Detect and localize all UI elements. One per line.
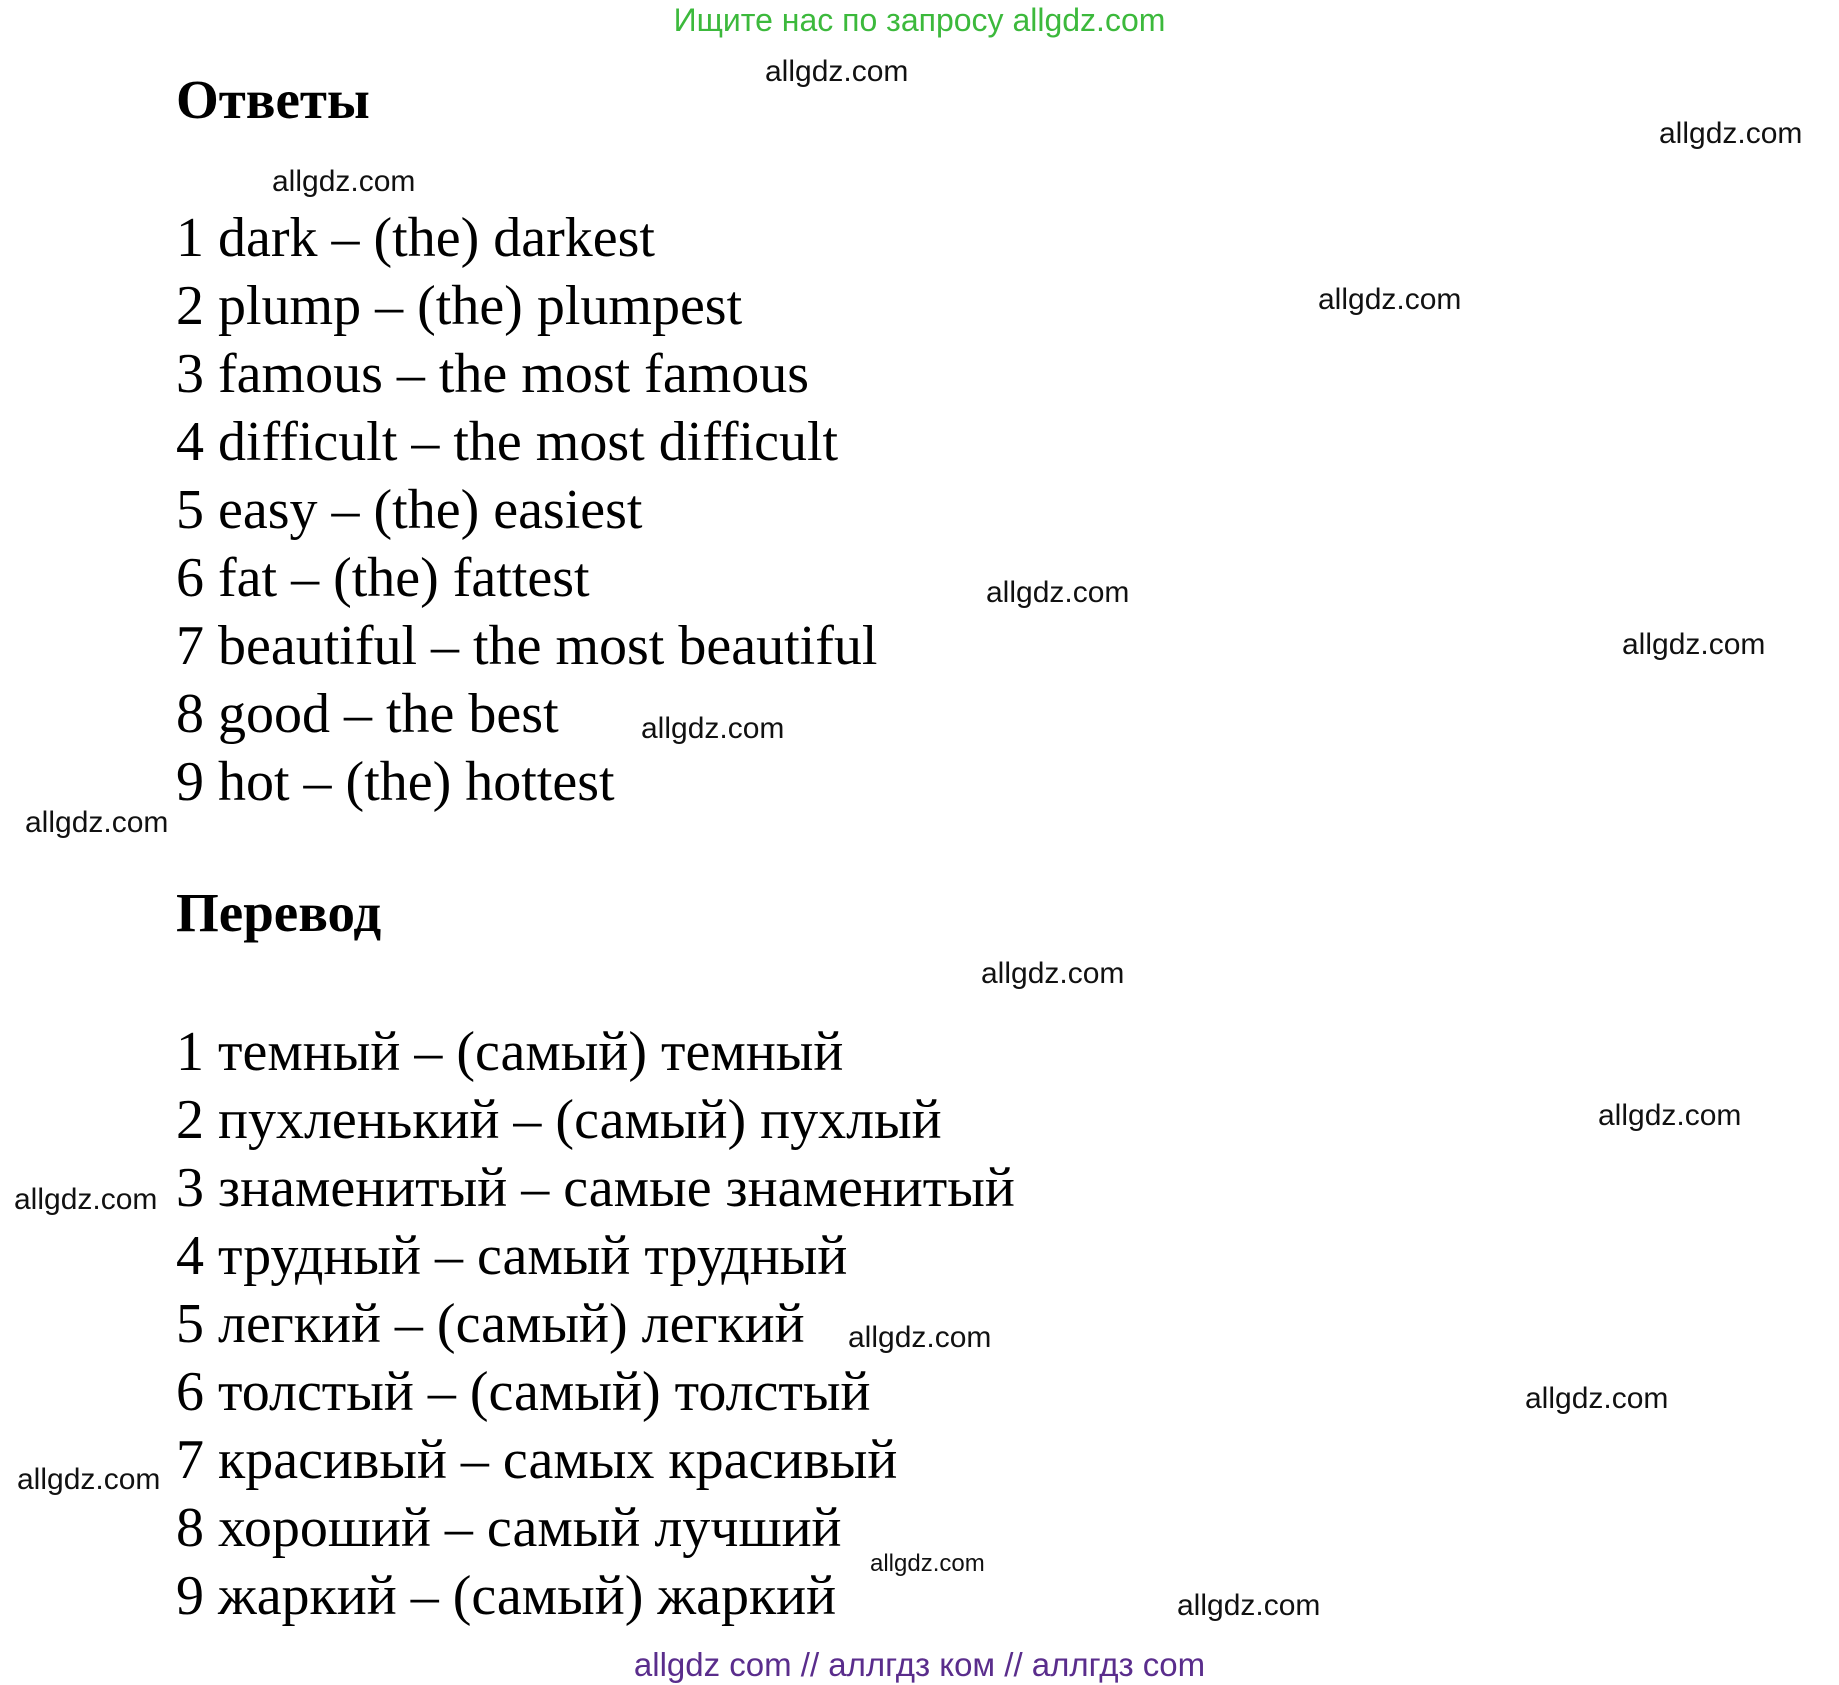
- translation-item: 5 легкий – (самый) легкий: [176, 1293, 805, 1355]
- answer-item: 5 easy – (the) easiest: [176, 479, 643, 541]
- translation-item: 1 темный – (самый) темный: [176, 1021, 844, 1083]
- watermark: allgdz.com: [870, 1550, 985, 1577]
- watermark: allgdz.com: [17, 1463, 161, 1496]
- translation-item: 3 знаменитый – самые знаменитый: [176, 1157, 1015, 1219]
- answer-item: 4 difficult – the most difficult: [176, 411, 839, 473]
- answers-title: Ответы: [176, 69, 370, 130]
- watermark: allgdz.com: [765, 55, 909, 88]
- answer-item: 2 plump – (the) plumpest: [176, 275, 743, 337]
- watermark: allgdz.com: [1525, 1382, 1669, 1415]
- watermark: allgdz.com: [1622, 628, 1766, 661]
- watermark: allgdz.com: [25, 806, 169, 839]
- watermark: allgdz.com: [1318, 283, 1462, 316]
- answer-item: 1 dark – (the) darkest: [176, 207, 655, 269]
- answer-item: 7 beautiful – the most beautiful: [176, 615, 878, 677]
- watermark: allgdz.com: [981, 957, 1125, 990]
- translation-item: 6 толстый – (самый) толстый: [176, 1361, 871, 1423]
- bottom-banner: allgdz com // аллгдз ком // аллгдз com: [633, 1646, 1206, 1683]
- translation-item: 8 хороший – самый лучший: [176, 1497, 842, 1559]
- answer-item: 3 famous – the most famous: [176, 343, 810, 405]
- watermark: allgdz.com: [14, 1183, 158, 1216]
- translation-item: 2 пухленький – (самый) пухлый: [176, 1089, 942, 1151]
- answer-item: 6 fat – (the) fattest: [176, 547, 590, 609]
- watermark: allgdz.com: [272, 165, 416, 198]
- translation-item: 7 красивый – самых красивый: [176, 1429, 898, 1491]
- answer-item: 9 hot – (the) hottest: [176, 751, 615, 813]
- watermark: allgdz.com: [986, 576, 1130, 609]
- translation-item: 9 жаркий – (самый) жаркий: [176, 1565, 837, 1627]
- watermark: allgdz.com: [848, 1321, 992, 1354]
- translation-title: Перевод: [176, 882, 382, 943]
- watermark: allgdz.com: [641, 712, 785, 745]
- watermark: allgdz.com: [1659, 117, 1803, 150]
- watermark: allgdz.com: [1598, 1099, 1742, 1132]
- watermark: allgdz.com: [1177, 1589, 1321, 1622]
- answer-item: 8 good – the best: [176, 683, 559, 745]
- translation-item: 4 трудный – самый трудный: [176, 1225, 848, 1287]
- top-banner: Ищите нас по запросу allgdz.com: [673, 2, 1166, 38]
